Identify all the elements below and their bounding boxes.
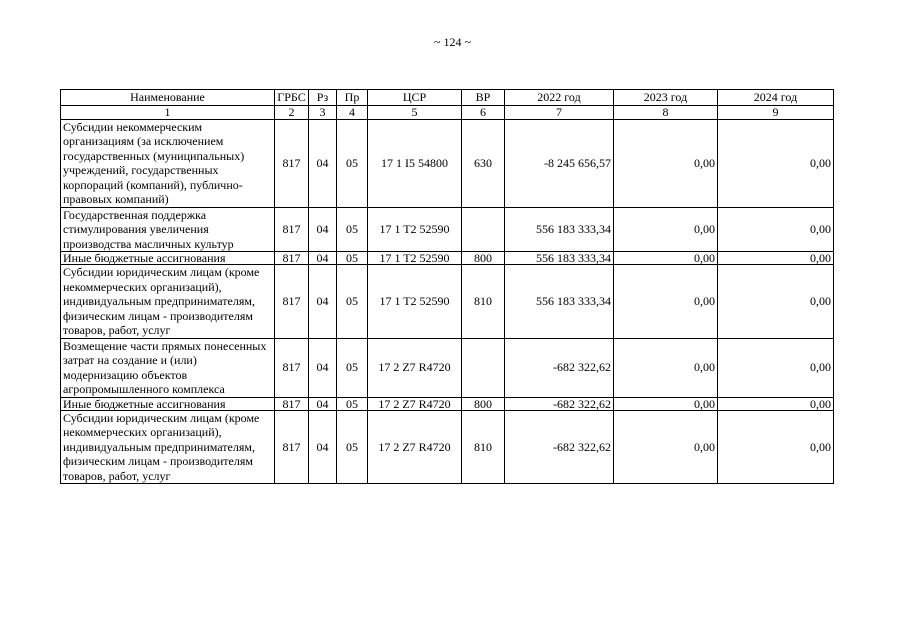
row-pr: 05 [337, 265, 368, 339]
row-vr: 810 [462, 410, 505, 484]
row-vr [462, 207, 505, 252]
row-grbs: 817 [275, 119, 309, 207]
row-2024: 0,00 [718, 252, 834, 265]
row-name: Субсидии юридическим лицам (кроме некоммерческих организаций), индивидуальным предпринимателям, физическим лицам - производителям товаров, работ, услуг [61, 265, 275, 339]
row-vr: 800 [462, 252, 505, 265]
row-2024: 0,00 [718, 119, 834, 207]
budget-table [60, 89, 834, 484]
row-csr: 17 2 Z7 R4720 [368, 410, 462, 484]
row-grbs: 817 [275, 397, 309, 410]
column-number: 4 [337, 105, 368, 119]
row-rz: 04 [309, 252, 337, 265]
column-number: 9 [718, 105, 834, 119]
column-number: 2 [275, 105, 309, 119]
row-2024: 0,00 [718, 338, 834, 397]
row-grbs: 817 [275, 265, 309, 339]
row-pr: 05 [337, 397, 368, 410]
row-rz: 04 [309, 207, 337, 252]
row-vr [462, 338, 505, 397]
row-2024: 0,00 [718, 410, 834, 484]
col-header-2023: 2023 год [614, 90, 718, 106]
col-header-rz: Рз [309, 90, 337, 106]
header-row [61, 90, 834, 106]
row-2023: 0,00 [614, 265, 718, 339]
row-rz: 04 [309, 119, 337, 207]
row-2022: -682 322,62 [505, 338, 614, 397]
row-rz: 04 [309, 410, 337, 484]
row-grbs: 817 [275, 338, 309, 397]
row-name: Иные бюджетные ассигнования [61, 252, 275, 265]
col-header-2022: 2022 год [505, 90, 614, 106]
row-name: Иные бюджетные ассигнования [61, 397, 275, 410]
row-pr: 05 [337, 338, 368, 397]
row-2024: 0,00 [718, 265, 834, 339]
table-row [61, 252, 834, 265]
column-number: 3 [309, 105, 337, 119]
row-2023: 0,00 [614, 397, 718, 410]
column-number: 6 [462, 105, 505, 119]
row-grbs: 817 [275, 207, 309, 252]
row-pr: 05 [337, 410, 368, 484]
page-number: ~ 124 ~ [434, 35, 471, 49]
row-2024: 0,00 [718, 397, 834, 410]
col-header-2024: 2024 год [718, 90, 834, 106]
row-vr: 800 [462, 397, 505, 410]
table-row [61, 397, 834, 410]
row-vr: 630 [462, 119, 505, 207]
column-number: 8 [614, 105, 718, 119]
row-pr: 05 [337, 119, 368, 207]
col-header-csr: ЦСР [368, 90, 462, 106]
row-rz: 04 [309, 397, 337, 410]
row-2022: 556 183 333,34 [505, 252, 614, 265]
row-csr: 17 1 I5 54800 [368, 119, 462, 207]
row-pr: 05 [337, 252, 368, 265]
row-2022: -682 322,62 [505, 397, 614, 410]
row-csr: 17 1 T2 52590 [368, 265, 462, 339]
table-row [61, 119, 834, 207]
row-pr: 05 [337, 207, 368, 252]
row-csr: 17 2 Z7 R4720 [368, 397, 462, 410]
row-rz: 04 [309, 338, 337, 397]
table-row [61, 410, 834, 484]
col-header-name: Наименование [61, 90, 275, 106]
table-row [61, 338, 834, 397]
row-2023: 0,00 [614, 252, 718, 265]
row-2022: -8 245 656,57 [505, 119, 614, 207]
column-number-row [61, 105, 834, 119]
row-2022: -682 322,62 [505, 410, 614, 484]
table-row [61, 265, 834, 339]
row-rz: 04 [309, 265, 337, 339]
row-2023: 0,00 [614, 207, 718, 252]
row-2022: 556 183 333,34 [505, 265, 614, 339]
col-header-vr: ВР [462, 90, 505, 106]
row-csr: 17 2 Z7 R4720 [368, 338, 462, 397]
column-number: 7 [505, 105, 614, 119]
row-2024: 0,00 [718, 207, 834, 252]
row-2023: 0,00 [614, 410, 718, 484]
row-vr: 810 [462, 265, 505, 339]
col-header-pr: Пр [337, 90, 368, 106]
row-grbs: 817 [275, 410, 309, 484]
column-number: 1 [61, 105, 275, 119]
row-csr: 17 1 T2 52590 [368, 252, 462, 265]
row-grbs: 817 [275, 252, 309, 265]
row-2022: 556 183 333,34 [505, 207, 614, 252]
row-name: Субсидии юридическим лицам (кроме некоммерческих организаций), индивидуальным предпринимателям, физическим лицам - производителям товаров, работ, услуг [61, 410, 275, 484]
row-2023: 0,00 [614, 338, 718, 397]
row-2023: 0,00 [614, 119, 718, 207]
column-number: 5 [368, 105, 462, 119]
row-name: Государственная поддержка стимулирования увеличения производства масличных культур [61, 207, 275, 252]
row-name: Возмещение части прямых понесенных затрат на создание и (или) модернизацию объектов агропромышленного комплекса [61, 338, 275, 397]
row-name: Субсидии некоммерческим организациям (за исключением государственных (муниципальных) учреждений, государственных корпораций (компаний), публично-правовых компаний) [61, 119, 275, 207]
col-header-grbs: ГРБС [275, 90, 309, 106]
table-row [61, 207, 834, 252]
row-csr: 17 1 T2 52590 [368, 207, 462, 252]
